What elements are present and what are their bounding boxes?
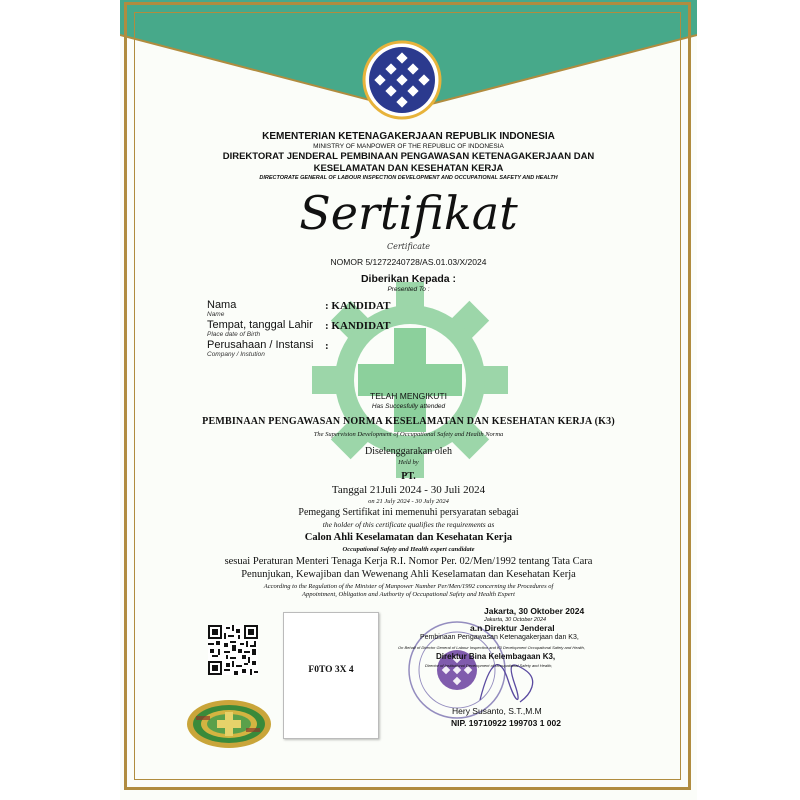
ministry-logo-icon [362, 40, 442, 120]
directorate-name-en: DIRECTORATE GENERAL OF LABOUR INSPECTION DEVELOPMENT AND OCCUPATIONAL SAFETY AND HEALTH [259, 175, 558, 181]
attended-label-en: Has Succesfully attended [371, 403, 446, 410]
signer-nip: NIP. 19710922 199703 1 002 [451, 718, 561, 728]
holder-statement-en: the holder of this certificate qualifies the requirements as [322, 520, 495, 529]
held-by-label: Diselenggarakan oleh [365, 446, 452, 457]
regulation-line2-en: Appointment, Obligation and Authority of Occupational Safety and Health Expert [302, 591, 515, 598]
training-dates: Tanggal 21Juli 2024 - 30 Juli 2024 [331, 484, 486, 496]
certificate-number: NOMOR 5/1272240728/AS.01.03/X/2024 [330, 257, 487, 267]
regulation-line2: Penunjukan, Kewajiban dan Wewenang Ahli Keselamatan dan Kesehatan Kerja [241, 569, 576, 580]
signing-on-behalf: a.n Direktur Jenderal [470, 623, 555, 633]
signing-place-date: Jakarta, 30 Oktober 2024 [484, 606, 585, 616]
attended-label: TELAH MENGIKUTI [370, 391, 447, 401]
k3-badge-icon [186, 698, 272, 750]
field-birth-label: Tempat, tanggal Lahir [207, 319, 313, 331]
field-name-label-en: Name [207, 311, 225, 318]
field-company-value: : [325, 340, 329, 352]
training-dates-en: on 21 July 2024 - 30 July 2024 [368, 498, 449, 505]
signing-unit-en: On Behalf of Director General of Labour Inspection and K3 Development Occupational Safety and Health, [398, 645, 585, 650]
directorate-name-line1: DIREKTORAT JENDERAL PEMBINAAN PENGAWASAN KETENAGAKERJAAN DAN [222, 151, 595, 162]
certificate-title: Sertifikat [299, 186, 518, 240]
field-name-label: Nama [207, 299, 237, 311]
field-company-label: Perusahaan / Instansi [207, 339, 314, 351]
program-title: PEMBINAAN PENGAWASAN NORMA KESELAMATAN DAN KESEHATAN KERJA (K3) [202, 416, 615, 427]
held-by-label-en: Held by [398, 459, 419, 466]
signing-place-date-en: Jakarta, 30 October 2024 [484, 617, 547, 623]
presented-label: Diberikan Kepada : [360, 273, 457, 285]
certificate-title-en: Certificate [387, 242, 430, 251]
qualification-title-en: Occupational Safety and Health expert candidate [342, 546, 475, 553]
regulation-line1-en: According to the Regulation of the Minister of Manpower Number Per/Men/1992 concerning the Procedures of [263, 583, 554, 590]
qr-code-icon [208, 625, 258, 675]
ministry-name: KEMENTERIAN KETENAGAKERJAAN REPUBLIK INDONESIA [262, 131, 555, 142]
regulation-line1: sesuai Peraturan Menteri Tenaga Kerja R.I. Nomor Per. 02/Men/1992 tentang Tata Cara [224, 556, 593, 567]
program-title-en: The Supervision Development of Occupational Safety and Health Norma [313, 431, 504, 438]
presented-label-en: Presented To : [387, 286, 430, 293]
field-company-label-en: Company / Instution [207, 351, 265, 358]
organizer-name: PT. [401, 471, 416, 482]
signing-unit: Pembinaan Pengawasan Ketenagakerjaan dan K3, [420, 634, 579, 641]
photo-placeholder [283, 612, 379, 739]
directorate-name-line2: KESELAMATAN DAN KESEHATAN KERJA [313, 163, 504, 174]
qualification-title: Calon Ahli Keselamatan dan Kesehatan Kerja [304, 532, 513, 543]
signer-name: Hery Susanto, S.T.,M.M [452, 706, 542, 716]
signing-director-title: Direktur Bina Kelembagaan K3, [436, 652, 556, 661]
holder-statement: Pemegang Sertifikat ini memenuhi persyaratan sebagai [298, 507, 519, 518]
field-name-value: : KANDIDAT [325, 300, 391, 312]
field-birth-label-en: Place date of Birth [207, 331, 261, 338]
field-birth-value: : KANDIDAT [325, 320, 391, 332]
ministry-name-en: MINISTRY OF MANPOWER OF THE REPUBLIC OF INDONESIA [313, 143, 504, 150]
signing-director-title-en: Director of Institutional Development of Occupational Safety and Health, [425, 663, 553, 668]
photo-label: F0TO 3X 4 [308, 665, 354, 675]
